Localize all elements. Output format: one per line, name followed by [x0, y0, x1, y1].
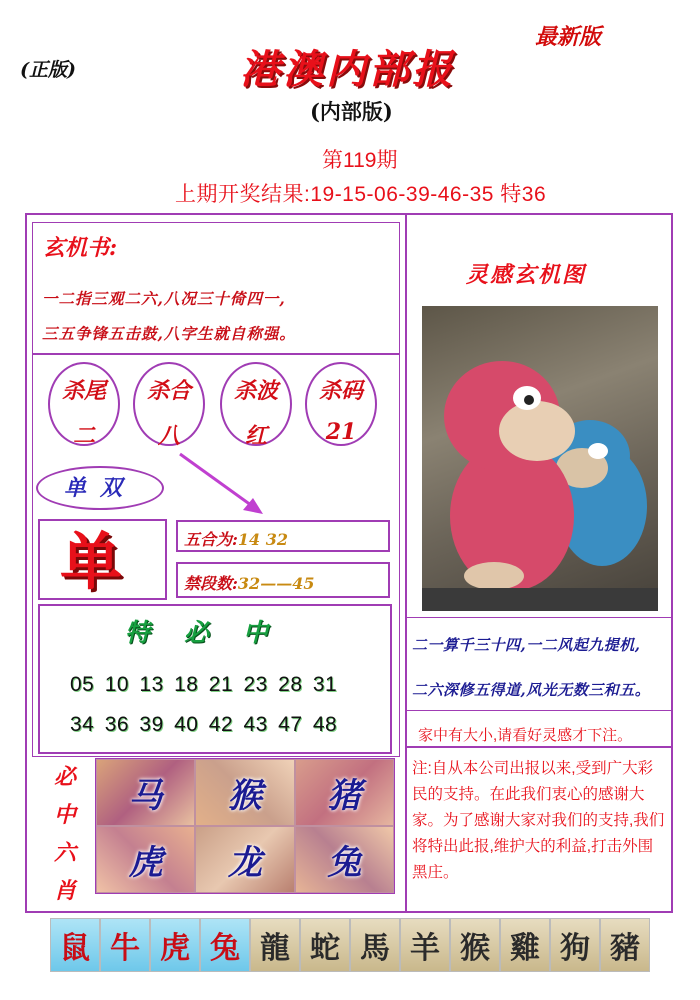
photo-illustration: [422, 306, 658, 611]
oval-value: 八: [157, 423, 180, 449]
zodiac-bar-item: 狗: [550, 918, 600, 972]
oval-value: 红: [244, 423, 267, 449]
plush-monkeys-photo: [422, 306, 658, 611]
six-zodiac-label: [50, 758, 80, 910]
tag-genuine: (正版): [20, 59, 76, 81]
zodiac-bar-item: 猴: [450, 918, 500, 972]
riddle-line-1: 二一算千三十四,一二风起九提机,: [412, 636, 641, 654]
xuanjishu-title: 玄机书:: [43, 235, 118, 261]
zodiac-cell: [295, 826, 394, 893]
zodiac-cell: [195, 759, 294, 826]
divider: [407, 617, 673, 618]
page-title: 港澳内部报: [240, 46, 455, 93]
oval-kill-number: [305, 362, 377, 446]
arrow-icon: [175, 450, 275, 520]
last-draw-result: 上期开奖结果:19-15-06-39-46-35 特36: [175, 183, 547, 206]
zodiac-bar-item: 鼠: [50, 918, 100, 972]
riddle-line-2: 二六深修五得道,风光无数三和五。: [412, 681, 651, 699]
zodiac-char: 猪: [327, 776, 362, 816]
five-combo-label: 五合为:: [184, 530, 238, 549]
zodiac-cell: [96, 759, 195, 826]
big-char-odd: 单: [60, 525, 123, 598]
odd-even-oval: 单双: [36, 466, 164, 510]
reminder-text: 家中有大小,请看好灵感才下注。: [418, 727, 633, 744]
special-numbers-row-1: 05 10 13 18 21 23 28 31: [70, 673, 338, 696]
zodiac-bar-item: 牛: [100, 918, 150, 972]
oval-label: 杀合: [146, 378, 191, 404]
zodiac-bar-item: 羊: [400, 918, 450, 972]
vertical-char: 肖: [53, 878, 76, 904]
oval-label: 杀尾: [61, 378, 106, 404]
xuanjishu-line-1: 一二指三观二六,八况三十倚四一,: [42, 289, 286, 308]
five-combo-value: 14 32: [237, 530, 289, 549]
oval-label: 杀码: [318, 378, 363, 404]
vertical-char: 必: [53, 764, 76, 790]
notice-text: 注:自从本公司出报以来,受到广大彩民的支持。在此我们衷心的感谢大家。为了感谢大家对我们的支持,我们将特出此报,维护大的利益,打击外围黑庄。: [412, 760, 665, 881]
zodiac-bar-item: 蛇: [300, 918, 350, 972]
oval-label: 杀波: [233, 378, 278, 404]
special-title: 特必中: [125, 618, 303, 647]
tag-latest-edition: 最新版: [535, 24, 602, 50]
zodiac-bar-item: 虎: [150, 918, 200, 972]
zodiac-char: 马: [128, 776, 163, 816]
zodiac-char: 猴: [227, 776, 262, 816]
zodiac-bar: [50, 918, 650, 972]
banned-range-label: 禁段数:: [184, 574, 238, 593]
zodiac-bar-item: 雞: [500, 918, 550, 972]
special-numbers-row-2: 34 36 39 40 42 43 47 48: [70, 713, 338, 736]
inspiration-title: 灵感玄机图: [466, 262, 587, 288]
xuanjishu-line-2: 三五争锋五击鼓,八字生就自称强。: [42, 324, 296, 343]
oval-value: 21: [325, 419, 357, 445]
oval-kill-combo: [133, 362, 205, 449]
vertical-char: 六: [53, 840, 76, 866]
column-divider: [405, 213, 407, 913]
five-combo-row: [176, 520, 390, 552]
oval-kill-tail: [48, 362, 120, 449]
zodiac-bar-item: 龍: [250, 918, 300, 972]
zodiac-bar-item: 兔: [200, 918, 250, 972]
zodiac-char: 虎: [128, 843, 163, 883]
banned-range-row: [176, 562, 390, 598]
zodiac-bar-item: 馬: [350, 918, 400, 972]
oval-value: 二: [72, 423, 95, 449]
zodiac-char: 兔: [327, 843, 362, 883]
divider: [33, 353, 399, 355]
divider: [407, 746, 673, 748]
oval-kill-wave: [220, 362, 292, 449]
zodiac-bar-item: 豬: [600, 918, 650, 972]
zodiac-cell: [195, 826, 294, 893]
divider: [407, 710, 673, 711]
zodiac-char: 龙: [227, 843, 262, 883]
vertical-char: 中: [53, 802, 76, 828]
zodiac-cell: [96, 826, 195, 893]
banned-range-value: 32——45: [237, 574, 315, 593]
page-subtitle: (内部版): [310, 99, 393, 124]
zodiac-cell: [295, 759, 394, 826]
issue-number: 第119期: [322, 149, 398, 172]
zodiac-grid: [95, 758, 395, 894]
